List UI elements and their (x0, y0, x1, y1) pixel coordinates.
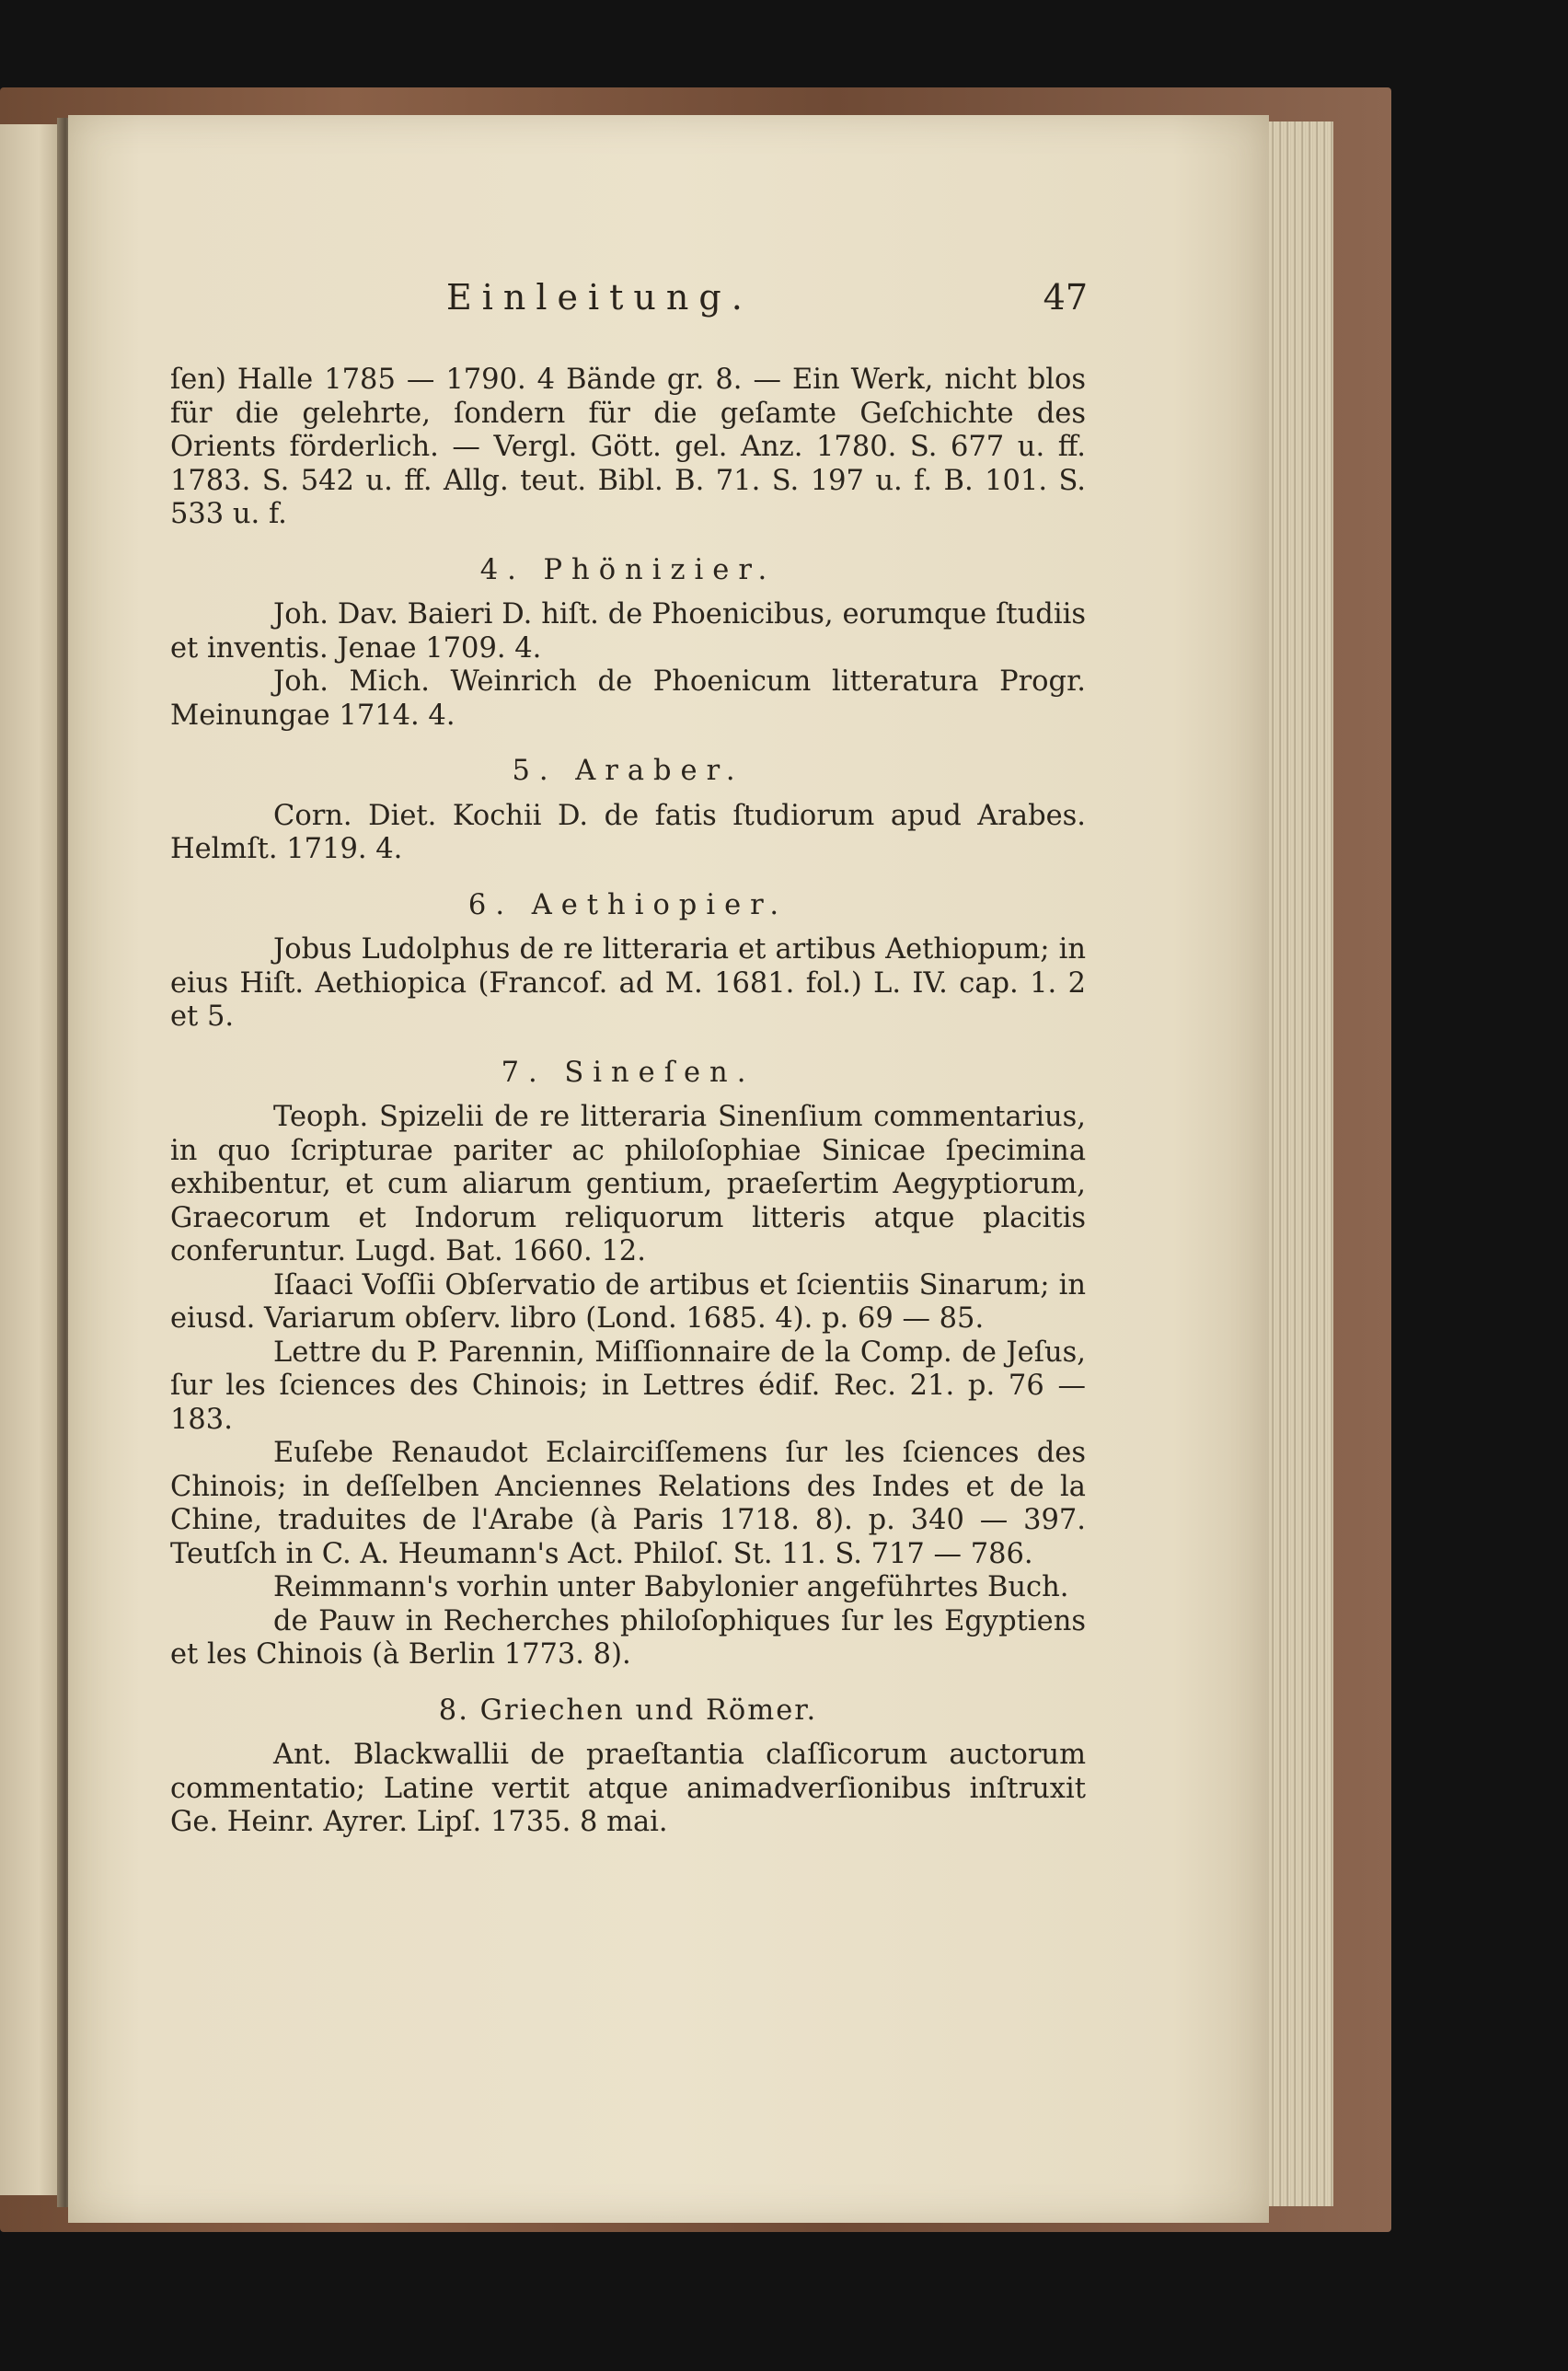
paragraph: Euſebe Renaudot Eclairciſſemens ſur les ſciences des Chinois; in deſſelben Anciennes Relations des Indes et de la Chine, traduites de l'Arabe (à Paris 1718. 8). p. 340 — 397. Teutſch in C. A. Heumann's Act. Philoſ. St. 11. S. 717 — 786. (170, 1437, 1086, 1570)
page-edges (1269, 121, 1333, 2206)
paragraph: Joh. Dav. Baieri D. hiſt. de Phoenicibus, eorumque ſtudiis et inventis. Jenae 1709. 4. (170, 598, 1086, 665)
paragraph: de Pauw in Recherches philoſophiques ſur les Egyptiens et les Chinois (à Berlin 1773. 8). (170, 1604, 1086, 1671)
paragraph: Corn. Diet. Kochii D. de fatis ſtudiorum apud Arabes. Helmſt. 1719. 4. (170, 799, 1086, 865)
running-header (170, 277, 1088, 329)
section-heading: 7. Sineſen. (501, 1056, 755, 1089)
section-heading: 6. Aethiopier. (467, 888, 789, 921)
section-heading: 8. Griechen und Römer. (438, 1694, 818, 1727)
paragraph: Jobus Ludolphus de re litteraria et artibus Aethiopum; in eius Hiſt. Aethiopica (Francof. ad M. 1681. fol.) L. IV. cap. 1. 2 et 5. (170, 933, 1086, 1033)
page-text (170, 277, 1088, 1840)
paragraph: Joh. Mich. Weinrich de Phoenicum litteratura Progr. Meinungae 1714. 4. (170, 665, 1086, 732)
paragraph: Iſaaci Voſſii Obſervatio de artibus et ſcientiis Sinarum; in eiusd. Variarum obſerv. libro (Lond. 1685. 4). p. 69 — 85. (170, 1268, 1086, 1335)
paragraph: ſen) Halle 1785 — 1790. 4 Bände gr. 8. — Ein Werk, nicht blos für die gelehrte, ſondern für die geſamte Geſchichte des Orients förderlich. — Vergl. Gött. gel. Anz. 1780. S. 677 u. ff. 1783. S. 542 u. ff. Allg. teut. Bibl. B. 71. S. 197 u. f. B. 101. S. 533 u. f. (170, 364, 1086, 530)
section-heading: 5. Araber. (512, 755, 744, 787)
page-number: 47 (1043, 277, 1088, 318)
paragraph: Ant. Blackwallii de praeſtantia claſſicorum auctorum commentatio; Latine vertit atque animadverſionibus inſtruxit Ge. Heinr. Ayrer. Lipſ. 1735. 8 mai. (170, 1739, 1086, 1838)
left-page-edge (0, 124, 64, 2195)
paragraph: Lettre du P. Parennin, Miſſionnaire de la Comp. de Jeſus, ſur les ſciences des Chinois; in Lettres édif. Rec. 21. p. 76 — 183. (170, 1336, 1086, 1436)
paragraph: Reimmann's vorhin unter Babylonier angeführtes Buch. (273, 1571, 1069, 1603)
paragraph: Teoph. Spizelii de re litteraria Sinenſium commentarius, in quo ſcripturae pariter ac philoſophiae Sinicae ſpecimina exhibentur, et cum aliarum gentium, praeſertim Aegyptiorum, Graecorum et Indorum reliquorum litteris atque placitis conferuntur. Lugd. Bat. 1660. 12. (170, 1101, 1086, 1267)
section-heading: 4. Phönizier. (479, 553, 777, 586)
running-title: Einleitung. (446, 277, 753, 318)
